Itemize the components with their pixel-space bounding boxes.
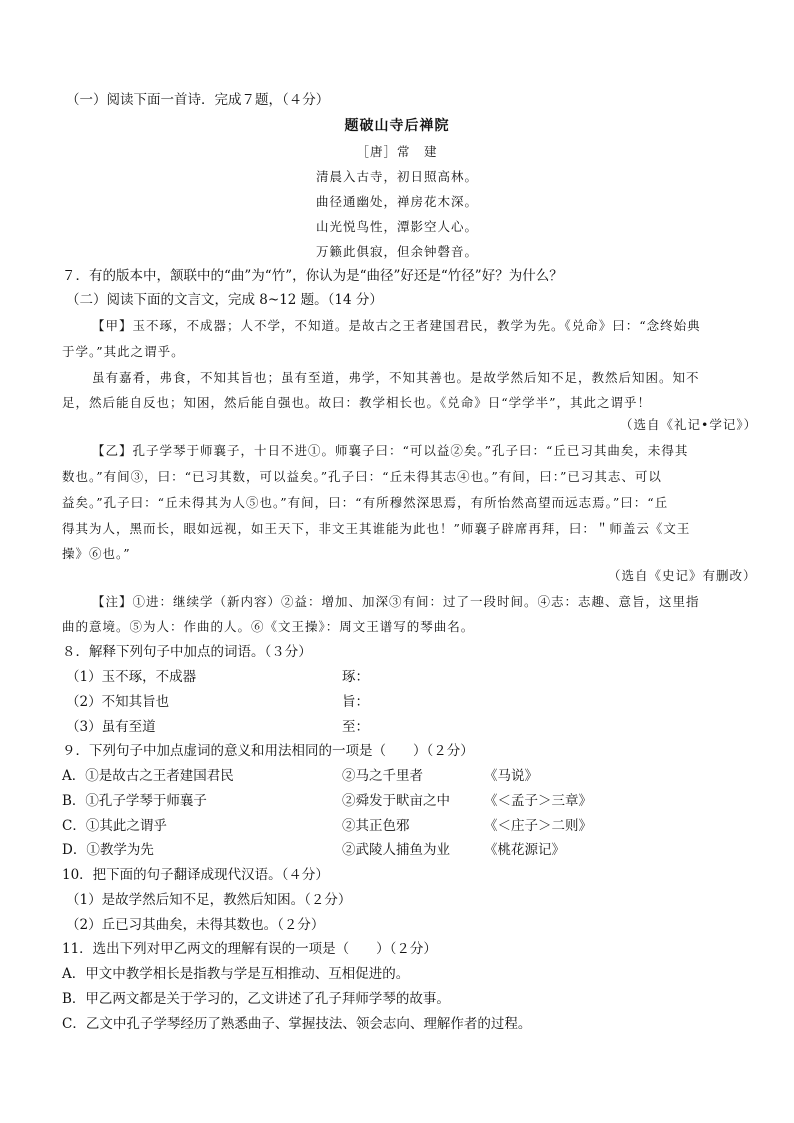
poem-line: 曲径通幽处，禅房花木深。 — [315, 194, 478, 209]
question-8-answer-label: 至： — [342, 719, 369, 735]
question-9-option-sentence: ②马之千里者 — [342, 768, 423, 784]
passage-yi-line: 操》⑥也。” — [62, 546, 131, 561]
question-8-item: （3）虽有至道 — [66, 719, 156, 735]
question-9-option-sentence: ②舜发于畎亩之中 — [342, 793, 450, 809]
section1-heading: （一）阅读下面一首诗．完成７题，（４分） — [66, 92, 330, 108]
question-8-answer-label: 旨： — [342, 694, 369, 710]
question-9-option-source: 《桃花源记》 — [484, 842, 565, 858]
question-8-item: （1）玉不琢，不成器 — [66, 669, 197, 685]
passage-yi-line: 数也。”有间③，曰：“已习其数，可以益矣。”孔子曰：“丘未得其志④也。”有间，曰：”已习其志、可以 — [62, 469, 662, 484]
question-10-stem: 10．把下面的句子翻译成现代汉语。（４分） — [62, 867, 329, 883]
question-9-option: C．①其此之谓乎 — [62, 818, 167, 834]
passage-jia-line: 【甲】玉不琢，不成器；人不学，不知道。是故古之王者建国君民，教学为先。《兑命》曰：“念终始典 — [92, 318, 701, 333]
question-11-option: B．甲乙两文都是关于学习的，乙文讲述了孔子拜师学琴的故事。 — [62, 991, 450, 1007]
passage-jia-line: 于学。”其此之谓乎。 — [62, 344, 185, 359]
poem-line: 万籁此俱寂，但余钟磬音。 — [315, 244, 478, 259]
question-9-option: B．①孔子学琴于师襄子 — [62, 793, 207, 809]
poem-author: ［唐］常 建 — [356, 144, 438, 159]
question-9-option-source: 《＜庄子＞二则》 — [484, 818, 592, 834]
passage-yi-line: 得其为人，黑而长，眼如远视，如王天下，非文王其谁能为此也！”师襄子辟席再拜，曰：＂师盖云《文王 — [62, 521, 691, 536]
poem-line: 山光悦鸟性，潭影空人心。 — [315, 219, 478, 234]
question-9-option-sentence: ②武陵人捕鱼为业 — [342, 842, 450, 858]
annotation-line: 【注】①进：继续学（新内容）②益：增加、加深③有间：过了一段时间。④志：志趣、意旨，这里指 — [92, 594, 700, 609]
question-9-option-source: 《＜孟子＞三章》 — [484, 793, 592, 809]
passage-yi-line: 益矣。”孔子曰：“丘未得其为人⑤也。”有间，曰：“有所穆然深思焉，有所怡然高望而远志焉。”曰：“丘 — [62, 495, 669, 510]
passage-jia-line: 虽有嘉肴，弗食，不知其旨也；虽有至道，弗学，不知其善也。是故学然后知不足，教然后知困。知不 — [92, 370, 700, 385]
question-9-stem: ９．下列句子中加点虚词的意义和用法相同的一项是（ ）（２分） — [62, 743, 474, 759]
question-11-stem: 11．选出下列对甲乙两文的理解有误的一项是（ ）（２分） — [62, 941, 437, 957]
question-8-item: （2）不知其旨也 — [66, 694, 170, 710]
passage-yi-line: 【乙】孔子学琴于师襄子，十日不进①。师襄子曰：“可以益②矣。”孔子曰：“丘已习其曲矣，未得其 — [92, 443, 689, 458]
question-7: ７．有的版本中，颔联中的“曲”为“竹”，你认为是“曲径”好还是“竹径”好？为什么？ — [62, 268, 563, 284]
question-8-stem: ８．解释下列句子中加点的词语。（３分） — [62, 644, 312, 660]
question-8-answer-label: 琢： — [342, 669, 369, 685]
passage-yi-source: （选自《史记》有删改） — [608, 568, 757, 583]
question-9-option: D．①教学为先 — [62, 842, 154, 858]
section2-heading: （二）阅读下面的文言文，完成 8~12 题。（14 分） — [66, 292, 383, 308]
question-9-option-source: 《马说》 — [484, 768, 538, 784]
question-9-option: A．①是故古之王者建国君民 — [62, 768, 234, 784]
poem-title: 题破山寺后禅院 — [344, 118, 450, 134]
question-11-option: C．乙文中孔子学琴经历了熟悉曲子、掌握技法、领会志向、理解作者的过程。 — [62, 1016, 532, 1032]
question-11-option: A．甲文中教学相长是指教与学是互相推动、互相促进的。 — [62, 966, 410, 982]
passage-jia-source: （选自《礼记•学记》） — [620, 417, 758, 432]
passage-jia-line: 足，然后能自反也；知困，然后能自强也。故曰：教学相长也。《兑命》日“学学半”，其此之谓乎！ — [62, 395, 652, 410]
question-10-item: （1）是故学然后知不足，教然后知困。（２分） — [66, 892, 352, 908]
question-9-option-sentence: ②其正色邪 — [342, 818, 410, 834]
annotation-line: 曲的意境。⑤为人：作曲的人。⑥《文王操》：周文王谱写的琴曲名。 — [62, 619, 475, 634]
question-10-item: （2）丘已习其曲矣，未得其数也。（２分） — [66, 917, 325, 933]
poem-line: 清晨入古寺，初日照高林。 — [315, 169, 478, 184]
